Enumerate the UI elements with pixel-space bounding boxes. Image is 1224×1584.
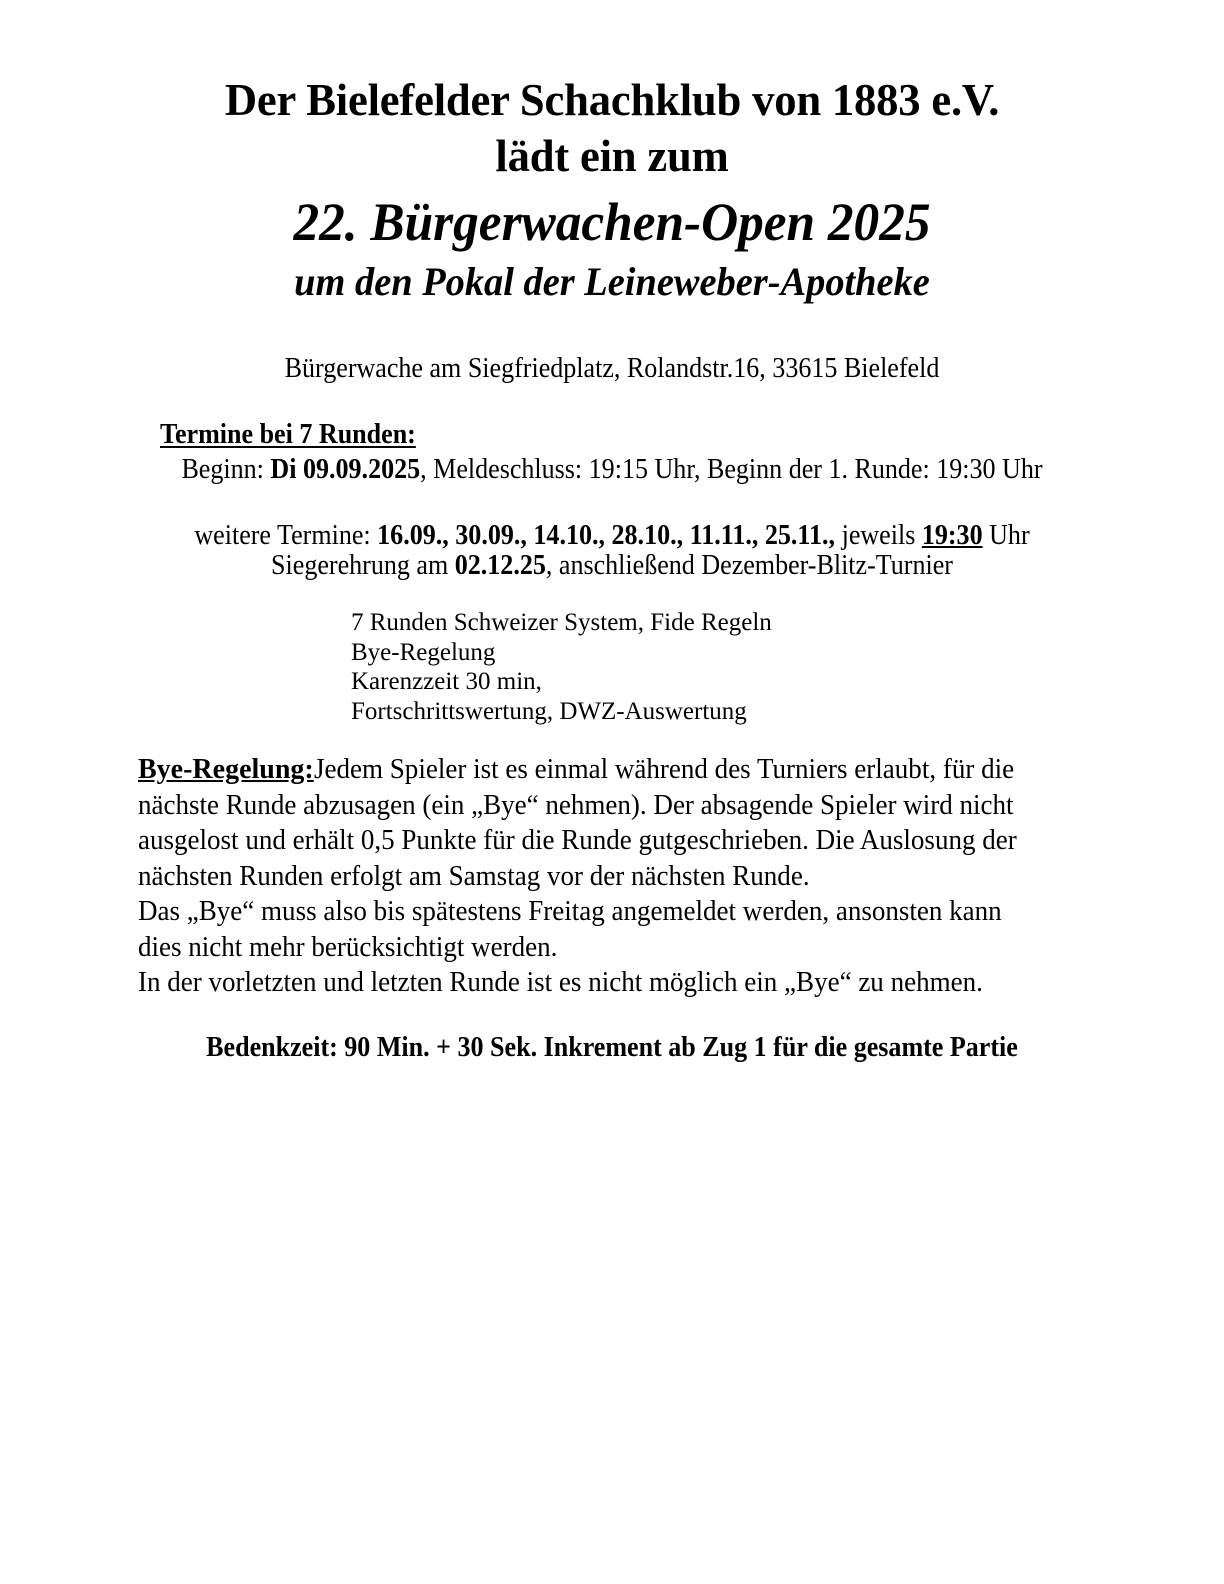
schedule-award-date: 02.12.25 bbox=[454, 550, 546, 581]
invitation-subheading: lädt ein zum bbox=[495, 130, 729, 181]
schedule-award-line bbox=[43, 549, 1181, 583]
club-name-heading: Der Bielefelder Schachklub von 1883 e.V. bbox=[224, 74, 1000, 125]
schedule-start-date: Di 09.09.2025 bbox=[270, 454, 421, 485]
schedule-start-suffix: , Meldeschluss: 19:15 Uhr, Beginn der 1. Runde: 19:30 Uhr bbox=[420, 454, 1043, 485]
rule-item-format: 7 Runden Schweizer System, Fide Regeln bbox=[351, 609, 772, 636]
schedule-heading: Termine bei 7 Runden: bbox=[160, 419, 416, 450]
schedule-more-mid: jeweils bbox=[835, 520, 922, 551]
bye-paragraph-3 bbox=[138, 965, 1068, 1001]
event-title-heading: 22. Bürgerwachen-Open 2025 bbox=[293, 192, 931, 252]
schedule-more-prefix: weitere Termine: bbox=[194, 520, 378, 551]
rule-item-bye: Bye-Regelung bbox=[351, 638, 496, 666]
rule-item-rating: Fortschrittswertung, DWZ-Auswertung bbox=[351, 697, 747, 725]
bye-para2-line1: Das „Bye“ muss also bis spätestens Freitag angemeldet werden, ansonsten kann bbox=[138, 896, 1002, 927]
venue-address: Bürgerwache am Siegfriedplatz, Rolandstr.16, 33615 Bielefeld bbox=[284, 353, 940, 384]
bye-para2-line2: dies nicht mehr berücksichtigt werden. bbox=[138, 931, 558, 963]
bye-para3-line1: In der vorletzten und letzten Runde ist es nicht möglich ein „Bye“ zu nehmen. bbox=[138, 967, 983, 998]
event-subtitle-heading: um den Pokal der Leineweber-Apotheke bbox=[294, 259, 930, 304]
schedule-award-suffix: , anschließend Dezember-Blitz-Turnier bbox=[545, 550, 953, 581]
schedule-more-dates: 16.09., 30.09., 14.10., 28.10., 11.11., 25.11., bbox=[377, 520, 836, 551]
bye-paragraph-1 bbox=[138, 752, 1068, 894]
schedule-more-dates-line bbox=[43, 519, 1181, 553]
schedule-start-prefix: Beginn: bbox=[181, 454, 271, 485]
title-block bbox=[0, 72, 1224, 308]
bye-para1-line2: nächste Runde abzusagen (ein „Bye“ nehmen). Der absagende Spieler wird nicht bbox=[138, 789, 1014, 821]
tournament-rules-list bbox=[351, 608, 772, 726]
rule-item-grace-period: Karenzzeit 30 min, bbox=[351, 668, 542, 695]
schedule-start-line bbox=[43, 452, 1181, 488]
schedule-more-suffix: Uhr bbox=[982, 520, 1030, 551]
time-control-line: Bedenkzeit: 90 Min. + 30 Sek. Inkrement ab Zug 1 für die gesamte Partie bbox=[206, 1032, 1018, 1063]
bye-para1-line4: nächsten Runden erfolgt am Samstag vor der nächsten Runde. bbox=[138, 860, 810, 892]
bye-para1-line3: ausgelost und erhält 0,5 Punkte für die Runde gutgeschrieben. Die Auslosung der bbox=[138, 825, 1017, 856]
bye-regulation-section bbox=[138, 752, 1068, 1001]
bye-regulation-label: Bye-Regelung: bbox=[138, 754, 314, 785]
bye-para1-line1: Jedem Spieler ist es einmal während des Turniers erlaubt, für die bbox=[313, 754, 1014, 785]
schedule-more-time: 19:30 bbox=[921, 520, 983, 551]
schedule-award-prefix: Siegerehrung am bbox=[271, 550, 455, 581]
bye-paragraph-2 bbox=[138, 894, 1068, 965]
